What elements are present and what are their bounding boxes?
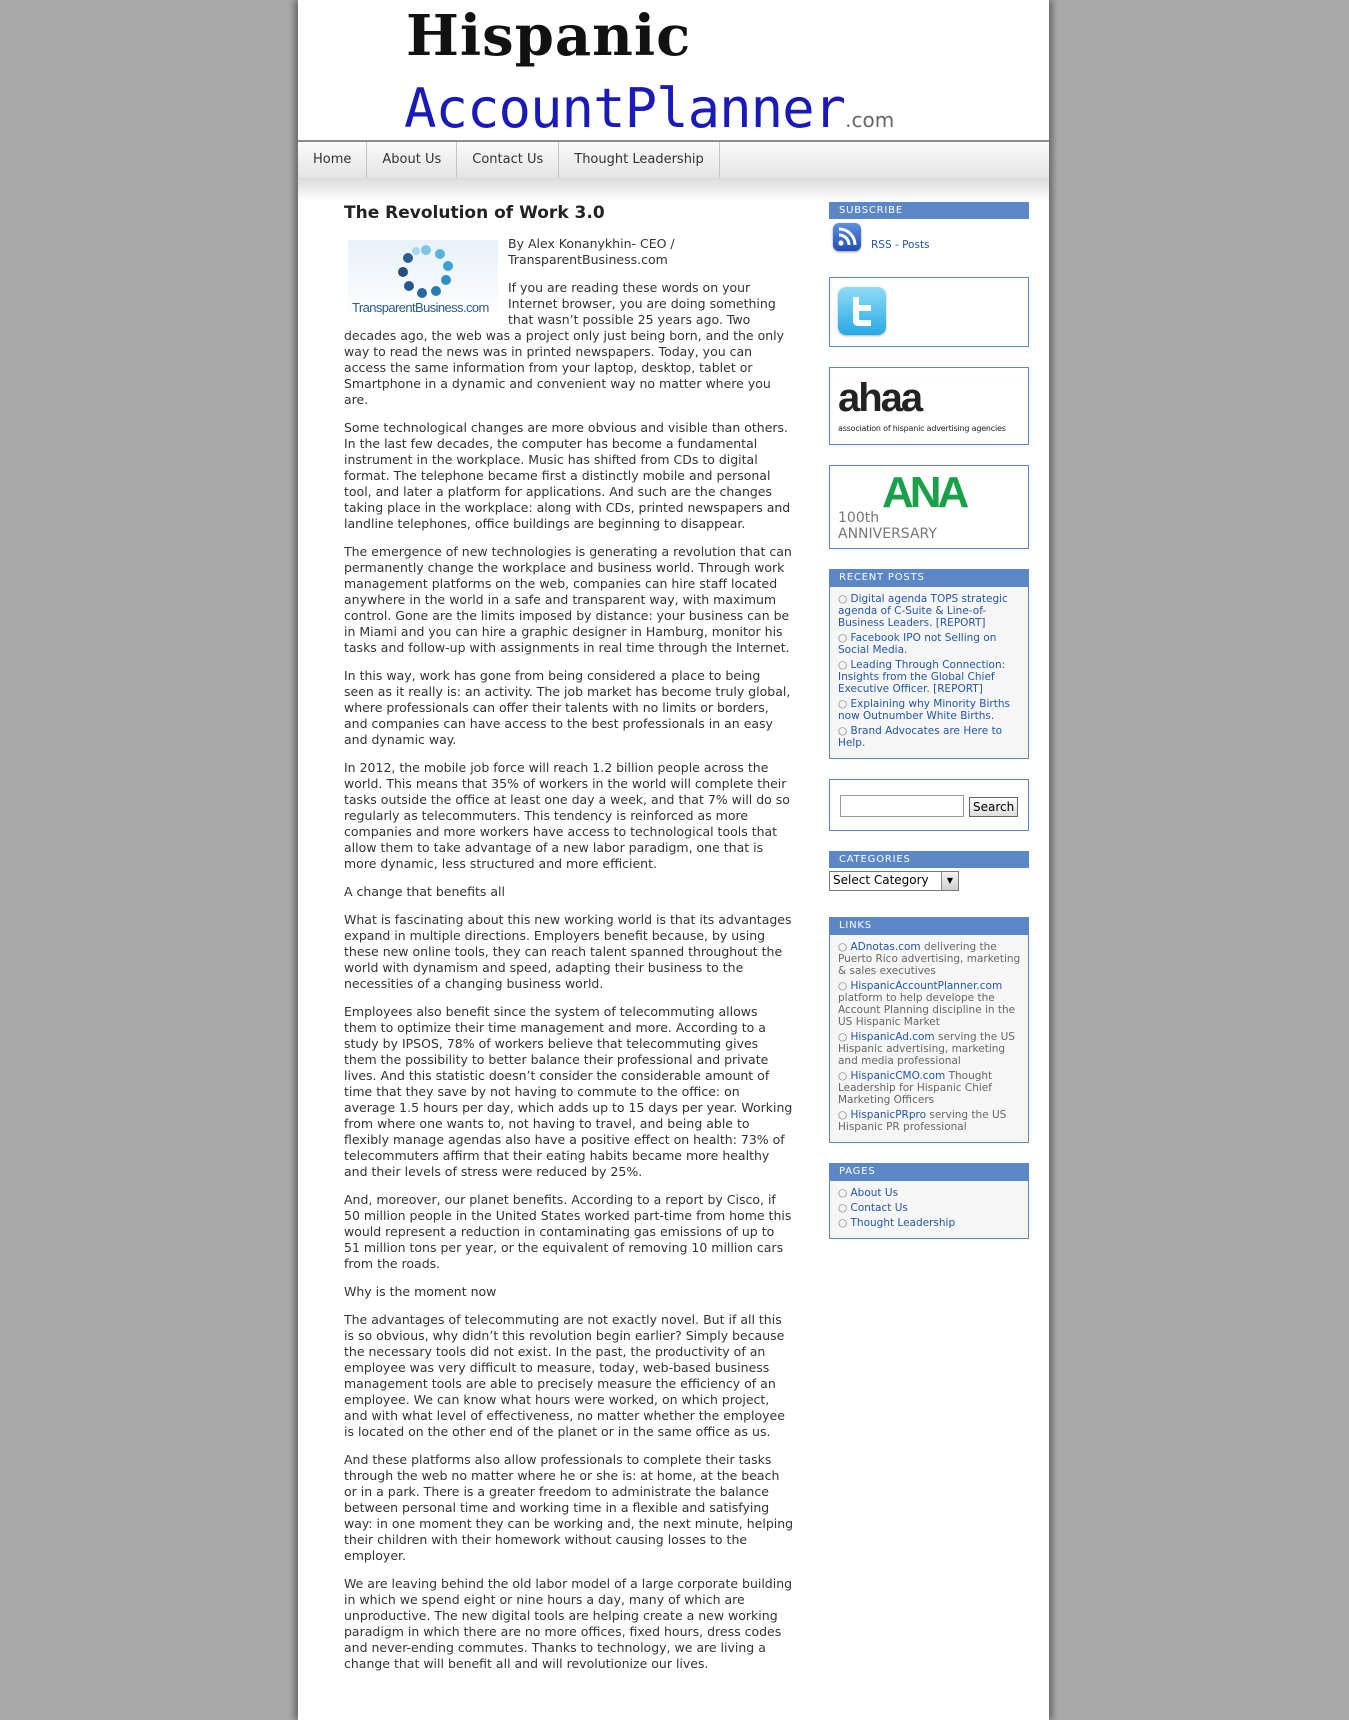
pages-box: [829, 1180, 1029, 1239]
subscribe-widget: [829, 202, 1029, 259]
post-byline: By Alex Konanykhin- CEO / TransparentBusiness.com: [508, 236, 675, 267]
post-title[interactable]: The Revolution of Work 3.0: [344, 203, 605, 223]
recent-posts-box: [829, 586, 1029, 759]
list-item: ○ HispanicAccountPlanner.com platform to help develope the Account Planning discipline in the US Hispanic Market: [838, 980, 1016, 1028]
links-box: [829, 934, 1029, 1143]
list-item: ○ Digital agenda TOPS strategic agenda of C-Suite & Line-of-Business Leaders. [REPORT]: [838, 593, 1008, 629]
page-link-contact-us[interactable]: Contact Us: [850, 1202, 908, 1214]
link-description: serving the US Hispanic PR professional: [838, 1109, 1007, 1133]
pages-list: [830, 1181, 1028, 1238]
ana-logo-text: ANA: [882, 468, 966, 517]
rss-row: [829, 223, 1029, 259]
search-button[interactable]: Search: [969, 797, 1018, 817]
ahaa-logo[interactable]: [838, 372, 1018, 440]
header: [298, 0, 1049, 140]
rss-posts-link[interactable]: RSS - Posts: [871, 239, 930, 251]
search-input[interactable]: [840, 795, 964, 817]
list-item: ○ ADnotas.com delivering the Puerto Rico advertising, marketing & sales executives: [838, 941, 1021, 977]
site-logo-main: AccountPlanner: [404, 77, 846, 140]
external-link[interactable]: ADnotas.com: [850, 941, 921, 953]
external-link[interactable]: HispanicCMO.com: [850, 1070, 946, 1082]
twitter-icon[interactable]: [838, 287, 886, 335]
post: [344, 202, 794, 1684]
ana-line2: ANNIVERSARY: [838, 526, 937, 542]
list-item: ○ Leading Through Connection: Insights from the Global Chief Executive Officer. [REPORT]: [838, 659, 1006, 695]
links-list: [830, 935, 1028, 1142]
post-paragraph: What is fascinating about this new working world is that its advantages expand in multiple directions. Employers benefit because, by using these new online tools, they can reach talent spanned throughout the world with dynamism and speed, adapting their business to the necessities of a changing business world.: [344, 912, 792, 991]
post-body: [344, 236, 794, 1672]
nav-thought-leadership[interactable]: Thought Leadership: [559, 142, 720, 178]
ana-logo[interactable]: [838, 468, 968, 542]
page-link-about-us[interactable]: About Us: [850, 1187, 899, 1199]
page-link-thought-leadership[interactable]: Thought Leadership: [850, 1217, 956, 1229]
list-item: ○ About Us: [838, 1187, 899, 1199]
recent-post-link[interactable]: Leading Through Connection: Insights from the Global Chief Executive Officer. [REPORT]: [838, 659, 1006, 695]
list-item: ○ Thought Leadership: [838, 1217, 956, 1229]
post-paragraph: Employees also benefit since the system of telecommuting allows them to optimize their time management and more. According to a study by IPSOS, 78% of workers believe that telecommuting gives them the possibility to better balance their professional and private lives. And this statistic doesn’t consider the considerable amount of time that they save by not having to commute to the office: on average 1.5 hours per day, which adds up to 15 days per year. Working from where one wants to, not having to travel, and being able to flexibly manage agendas also have a positive effect on health: 73% of telecommuters affirm that their eating habits became more healthy and their levels of stress were reduced by 25%.: [344, 1004, 793, 1179]
nav-about-us[interactable]: About Us: [367, 142, 457, 178]
recent-post-link[interactable]: Facebook IPO not Selling on Social Media.: [838, 632, 997, 656]
nav-contact-us[interactable]: Contact Us: [457, 142, 559, 178]
links-widget: [829, 917, 1029, 1143]
sidebar: [829, 202, 1029, 1239]
list-item: ○ Explaining why Minority Births now Outnumber White Births.: [838, 698, 1010, 722]
category-select[interactable]: [829, 871, 959, 891]
post-subheading: Why is the moment now: [344, 1284, 497, 1299]
external-link[interactable]: HispanicAd.com: [850, 1031, 935, 1043]
list-item: ○ Contact Us: [838, 1202, 908, 1214]
link-description: platform to help develope the Account Planning discipline in the US Hispanic Market: [838, 992, 1016, 1028]
post-paragraph: And these platforms also allow professionals to complete their tasks through the web no matter where he or she is: at home, at the beach or in a park. There is a greater freedom to administrate the balance between personal time and working time in a flexible and satisfying way: in one moment they can be working and, the next minute, helping their children with their homework without causing losses to the employer.: [344, 1452, 794, 1563]
nav-home[interactable]: Home: [298, 142, 367, 178]
links-title: LINKS: [829, 917, 1029, 934]
nav-shadow: [298, 178, 1049, 202]
list-item: ○ Facebook IPO not Selling on Social Media.: [838, 632, 997, 656]
recent-posts-title: RECENT POSTS: [829, 569, 1029, 586]
site-logo-top[interactable]: Hispanic: [406, 3, 692, 69]
ahaa-tagline: association of hispanic advertising agencies: [838, 424, 1006, 433]
external-link[interactable]: HispanicAccountPlanner.com: [850, 980, 1003, 992]
post-subheading: A change that benefits all: [344, 884, 505, 899]
external-link[interactable]: HispanicPRpro: [850, 1109, 927, 1121]
link-description: Thought Leadership for Hispanic Chief Marketing Officers: [838, 1070, 993, 1106]
main-nav: [298, 140, 1049, 180]
post-paragraph: In 2012, the mobile job force will reach 1.2 billion people across the world. This means that 35% of workers in the world will complete their tasks outside the office at least one day a week, and that 7% will do so regularly as telecommuters. This tendency is reinforced as more companies and more workers have access to technological tools that allow them to take advantage of a new labor paradigm, one that is more dynamic, less structured and more efficient.: [344, 760, 790, 871]
transparentbusiness-logo-mark: [396, 244, 456, 300]
recent-posts-widget: [829, 569, 1029, 759]
link-description: delivering the Puerto Rico advertising, marketing & sales executives: [838, 941, 1021, 977]
post-paragraph: The advantages of telecommuting are not exactly novel. But if all this is so obvious, why didn’t this revolution begin earlier? Simply because the necessary tools did not exist. In the past, the productivity of an employee was very difficult to measure, today, web-based business management tools are able to precisely measure the efficiency of an employee. We can know what hours were worked, on which project, and with what level of effectiveness, no matter whether the employee is located on the other end of the planet or in the same office as us.: [344, 1312, 785, 1439]
categories-title: CATEGORIES: [829, 851, 1029, 868]
site-logo-suffix: .com: [845, 108, 895, 132]
transparentbusiness-logo-text: TransparentBusiness.com: [352, 300, 489, 315]
pages-widget: [829, 1163, 1029, 1239]
list-item: ○ Brand Advocates are Here to Help.: [838, 725, 1003, 749]
post-paragraph: The emergence of new technologies is generating a revolution that can permanently change the workplace and business world. Through work management platforms on the web, companies can hire staff located anywhere in the world in a safe and transparent way, with maximum control. Gone are the limits imposed by distance: your business can be in Miami and you can hire a graphic designer in Hamburg, monitor his tasks and follow-up with assignments in real time through the Internet.: [344, 544, 792, 655]
recent-post-link[interactable]: Explaining why Minority Births now Outnumber White Births.: [838, 698, 1010, 722]
rss-icon[interactable]: [833, 223, 861, 251]
search-widget: [829, 779, 1029, 831]
page: [298, 0, 1049, 1720]
recent-posts-list: [830, 587, 1028, 758]
list-item: ○ HispanicCMO.com Thought Leadership for Hispanic Chief Marketing Officers: [838, 1070, 993, 1106]
transparentbusiness-logo: [348, 240, 498, 320]
recent-post-link[interactable]: Digital agenda TOPS strategic agenda of C-Suite & Line-of-Business Leaders. [REPORT]: [838, 593, 1008, 629]
list-item: ○ HispanicAd.com serving the US Hispanic advertising, marketing and media professional: [838, 1031, 1015, 1067]
ahaa-logo-text: ahaa: [838, 376, 922, 420]
post-paragraph: Some technological changes are more obvious and visible than others. In the last few decades, the computer has become a fundamental instrument in the workplace. Music has shifted from CDs to digital format. The telephone became first a distinctly mobile and personal tool, and later a platform for applications. And such are the changes taking place in the workplace: along with CDs, printed newspapers and landline telephones, office buildings are beginning to disappear.: [344, 420, 791, 531]
post-paragraph: And, moreover, our planet benefits. According to a report by Cisco, if 50 million people in the United States worked part-time from home this would represent a reduction in contaminating gas emissions of up to 51 million tons per year, or the equivalent of removing 10 million cars from the roads.: [344, 1192, 792, 1271]
subscribe-title: SUBSCRIBE: [829, 202, 1029, 219]
ana-line1: 100th: [838, 510, 880, 526]
twitter-widget: [829, 277, 1029, 347]
recent-post-link[interactable]: Brand Advocates are Here to Help.: [838, 725, 1003, 749]
category-select-value: Select Category: [833, 873, 929, 887]
chevron-down-icon[interactable]: ▼: [941, 872, 958, 890]
post-paragraph: In this way, work has gone from being considered a place to being seen as it really is: an activity. The job market has become truly global, where professionals can offer their talents with no limits or borders, and companies can have access to the best professionals in an easy and dynamic way.: [344, 668, 791, 747]
pages-title: PAGES: [829, 1163, 1029, 1180]
ana-widget: [829, 465, 1029, 549]
ahaa-widget: [829, 367, 1029, 445]
link-description: serving the US Hispanic advertising, marketing and media professional: [838, 1031, 1015, 1067]
list-item: ○ HispanicPRpro serving the US Hispanic PR professional: [838, 1109, 1007, 1133]
post-paragraph: If you are reading these words on your Internet browser, you are doing something that wasn’t possible 25 years ago. Two decades ago, the web was a project only just being born, and the only way to read the news was in printed newspapers. Today, you can access the same information from your laptop, desktop, tablet or Smartphone in a dynamic and convenient way no matter where you are.: [344, 280, 785, 407]
categories-widget: [829, 851, 1029, 891]
post-paragraph: We are leaving behind the old labor model of a large corporate building in which we spend eight or nine hours a day, many of which are unproductive. The new digital tools are helping create a new working paradigm in which there are no more offices, fixed hours, dress codes and never-ending commutes. Thanks to technology, we are living a change that will benefit all and will revolutionize our lives.: [344, 1576, 793, 1671]
